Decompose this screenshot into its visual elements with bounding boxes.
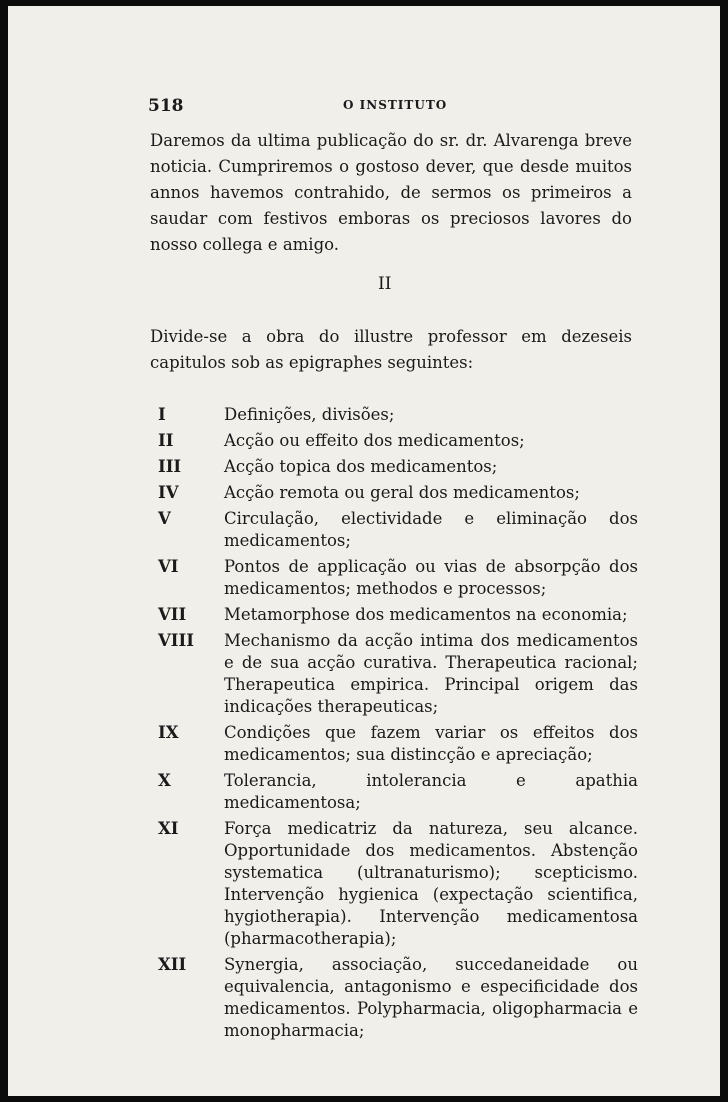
document-page: [8, 6, 720, 1096]
chapter-number: V: [158, 509, 171, 528]
chapter-number: VI: [158, 557, 179, 576]
intro-paragraph: Daremos da ultima publicação do sr. dr. Alvarenga breve noticia. Cumpriremos o gostoso dever, que desde muitos annos havemos contrahido, de sermos os primeiros a saudar com festivos emboras os preciosos lavores do nosso collega e amigo.: [150, 131, 632, 254]
chapter-number: III: [158, 457, 182, 476]
chapter-number: VII: [158, 605, 187, 624]
chapter-item: [158, 770, 638, 814]
chapter-item: [158, 404, 638, 426]
chapter-item: [158, 430, 638, 452]
chapter-number: I: [158, 405, 166, 424]
chapter-number: VIII: [158, 631, 194, 650]
chapter-title: Acção topica dos medicamentos;: [224, 457, 498, 476]
chapter-item: [158, 604, 638, 626]
chapter-item: [158, 954, 638, 1042]
chapter-title: Pontos de applicação ou vias de absorpção dos medicamentos; methodos e processos;: [224, 557, 638, 598]
chapter-title: Força medicatriz da natureza, seu alcance. Opportunidade dos medicamentos. Abstenção systematica (ultranaturismo); scepticismo. Intervenção hygienica (expectação scientifica, hygiotherapia). Intervenção medicamentosa (pharmacotherapia);: [224, 819, 638, 948]
chapter-number: X: [158, 771, 171, 790]
chapter-item: [158, 508, 638, 552]
chapter-title: Mechanismo da acção intima dos medicamentos e de sua acção curativa. Therapeutica racional; Therapeutica empirica. Principal origem das indicações therapeuticas;: [224, 631, 638, 716]
chapter-title: Synergia, associação, succedaneidade ou equivalencia, antagonismo e especificidade dos medicamentos. Polypharmacia, oligopharmacia e monopharmacia;: [224, 955, 638, 1040]
chapter-item: [158, 630, 638, 718]
chapter-title: Circulação, electividade e eliminação dos medicamentos;: [224, 509, 638, 550]
journal-title: O INSTITUTO: [343, 98, 448, 112]
chapter-number: IV: [158, 483, 179, 502]
chapter-title: Tolerancia, intolerancia e apathia medicamentosa;: [224, 771, 638, 812]
chapter-title: Condições que fazem variar os effeitos dos medicamentos; sua distincção e apreciação;: [224, 723, 638, 764]
chapter-title: Acção remota ou geral dos medicamentos;: [224, 483, 580, 502]
chapter-item: [158, 722, 638, 766]
chapter-item: [158, 818, 638, 950]
chapter-title: Definições, divisões;: [224, 405, 395, 424]
chapter-number: XI: [158, 819, 179, 838]
chapter-number: IX: [158, 723, 179, 742]
chapter-title: Metamorphose dos medicamentos na economia;: [224, 605, 628, 624]
chapter-number: II: [158, 431, 174, 450]
page-number: 518: [148, 96, 184, 116]
chapter-item: [158, 556, 638, 600]
chapter-number: XII: [158, 955, 187, 974]
page-header: [148, 96, 628, 118]
chapter-title: Acção ou effeito dos medicamentos;: [224, 431, 525, 450]
section-number: II: [378, 274, 392, 294]
chapter-list: [158, 404, 638, 1046]
chapter-item: [158, 456, 638, 478]
chapters-intro-paragraph: Divide-se a obra do illustre professor em dezeseis capitulos sob as epigraphes seguintes:: [150, 327, 632, 372]
chapter-item: [158, 482, 638, 504]
